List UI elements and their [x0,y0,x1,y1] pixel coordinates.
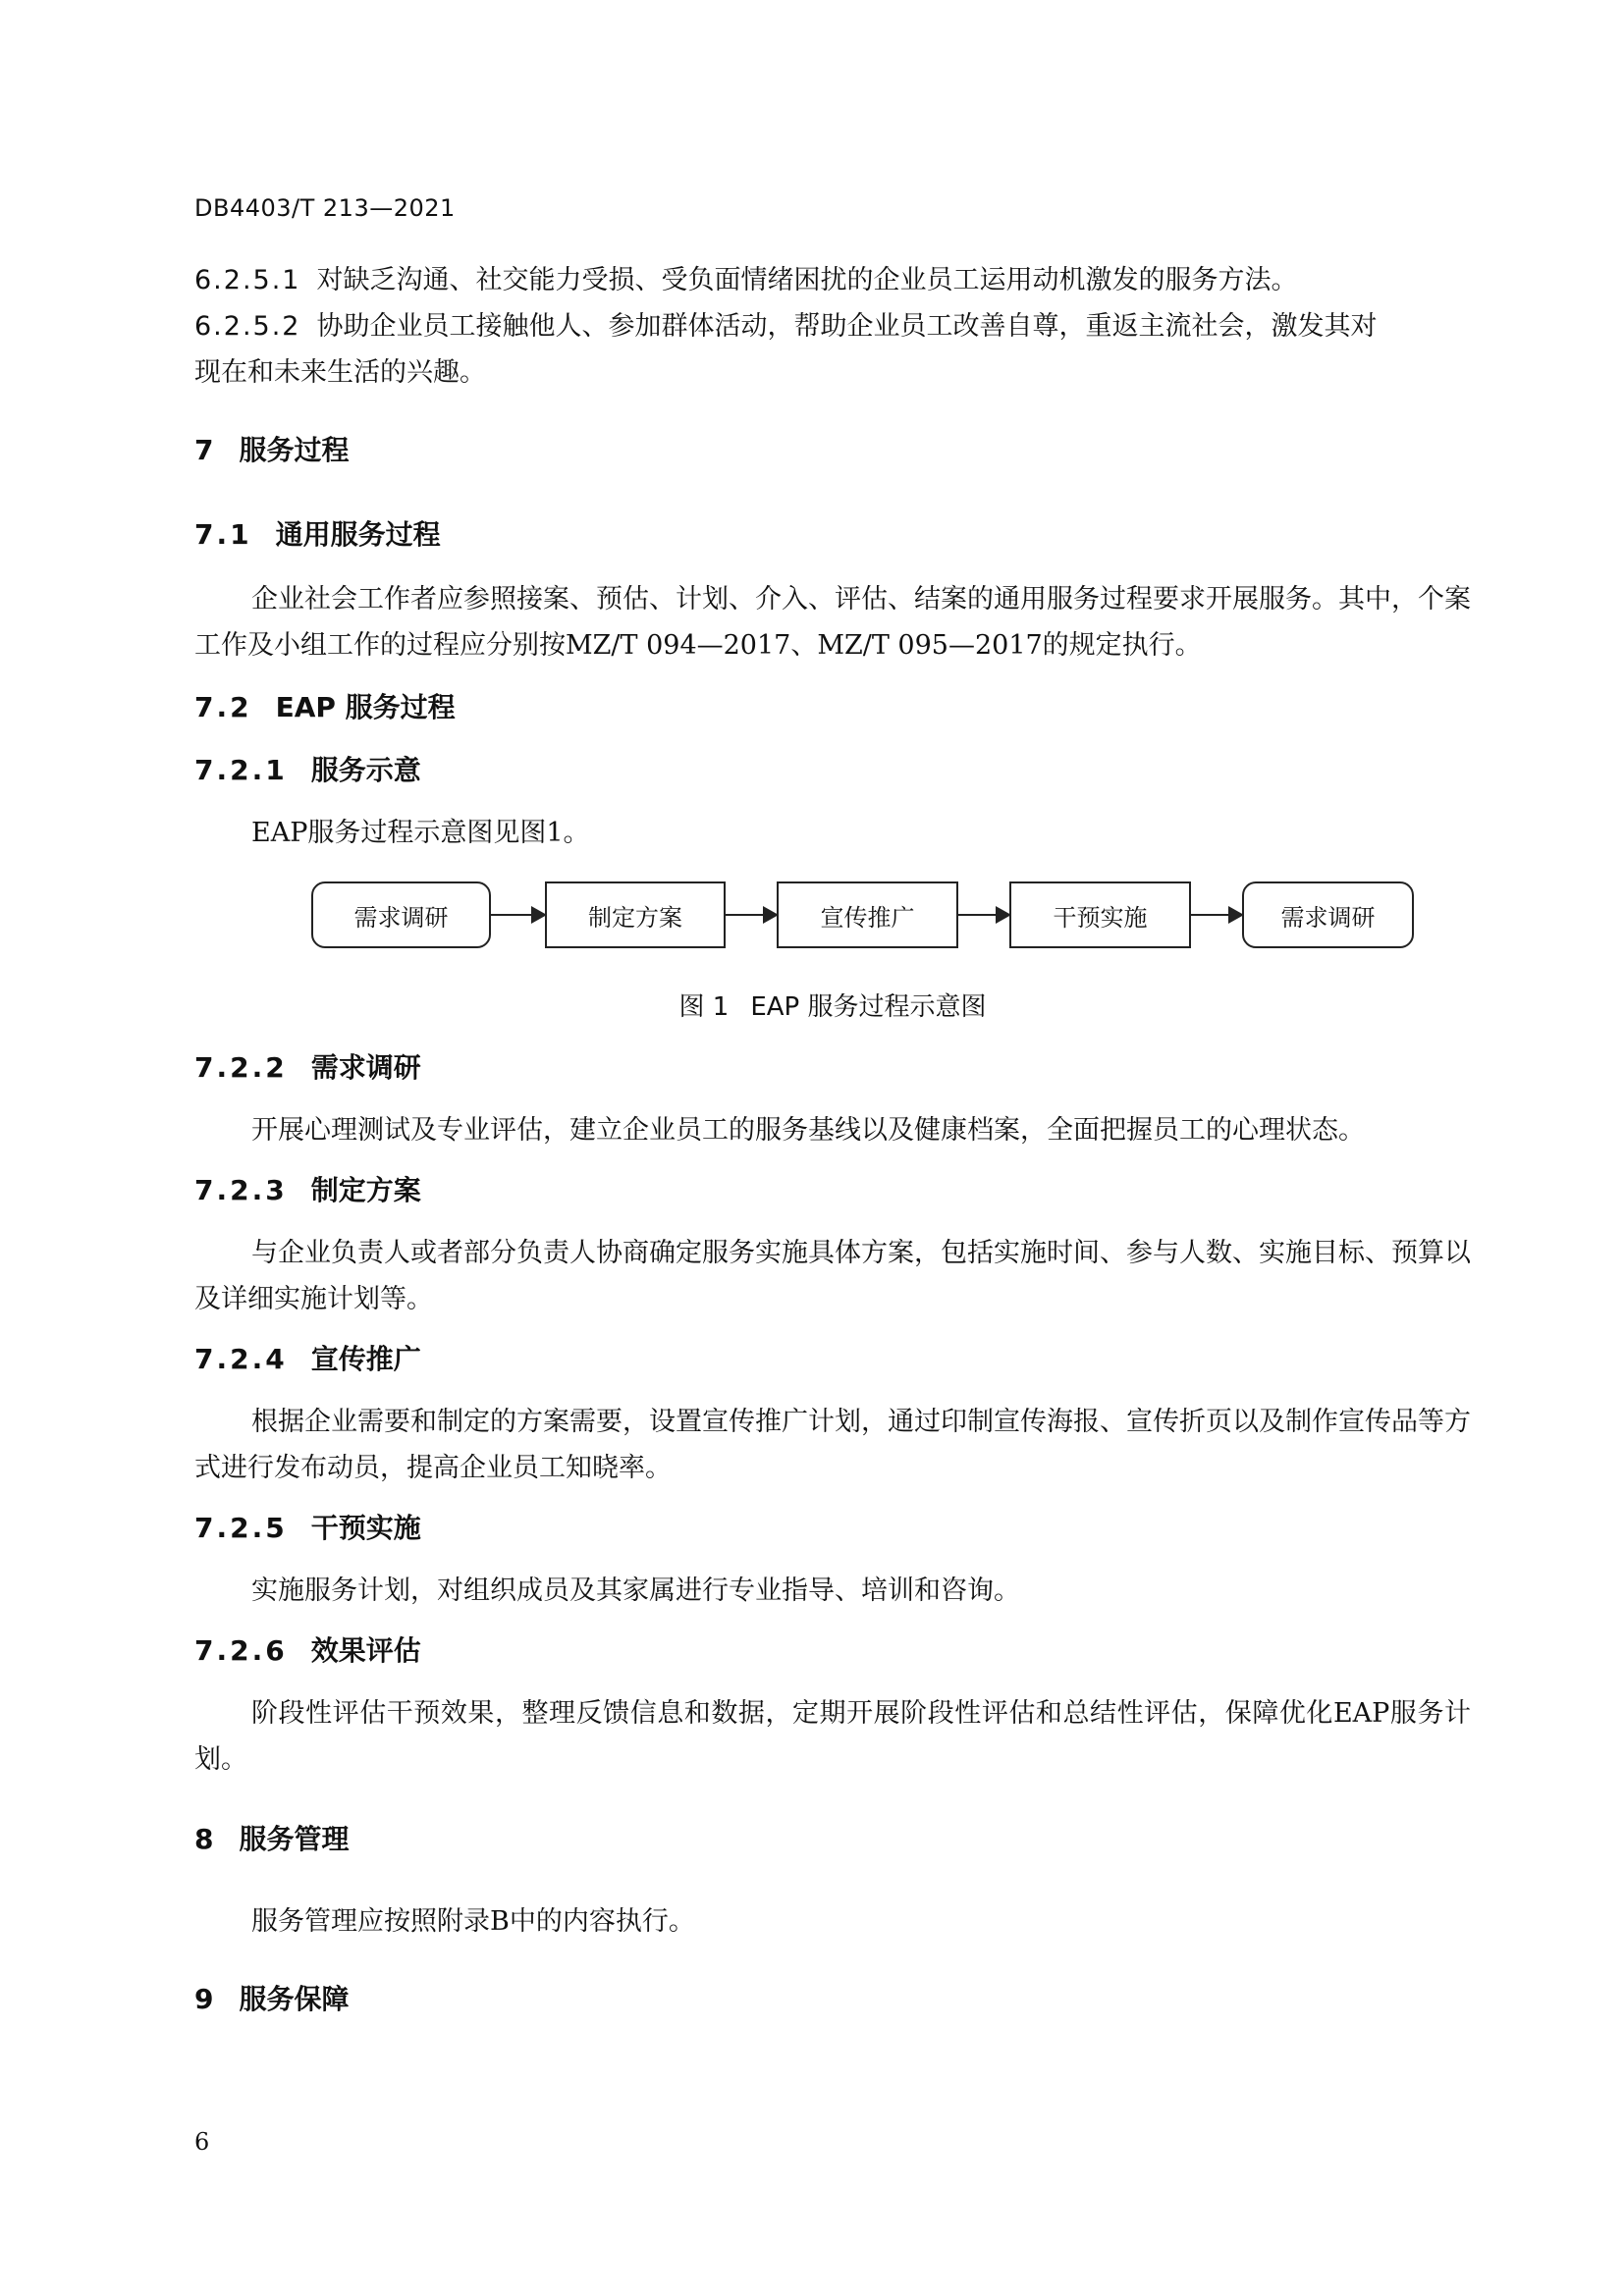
section-7-2-3-paragraph: 与企业负责人或者部分负责人协商确定服务实施具体方案，包括实施时间、参与人数、实施目标、预算以及详细实施计划等。 [194,1238,1471,1314]
eap-process-figure [194,881,1471,1048]
section-title: 需求调研 [310,1051,421,1084]
section-7-2-2-heading [194,1048,1471,1088]
figure-caption [194,987,1471,1023]
section-7-2-heading [194,688,1471,727]
clause-text-continued: 现在和未来生活的兴趣。 [194,357,486,388]
section-8-paragraph: 服务管理应按照附录B中的内容执行。 [251,1906,695,1937]
section-number: 7.1 [194,518,252,551]
section-title: 效果评估 [310,1634,421,1667]
flow-step-needs-research: 需求调研 [311,881,491,948]
flow-step-intervention: 干预实施 [1009,881,1191,948]
section-number: 7.2.1 [194,754,288,786]
section-title: EAP 服务过程 [275,691,456,723]
section-8-heading [194,1820,1471,1859]
clause-6-2-5-1 [194,257,1471,303]
clause-number: 6.2.5.1 [194,265,301,295]
section-title: 宣传推广 [310,1343,421,1375]
clause-text: 对缺乏沟通、社交能力受损、受负面情绪困扰的企业员工运用动机激发的服务方法。 [316,265,1298,295]
flow-step-needs-research-end: 需求调研 [1242,881,1414,948]
clause-6-2-5-2 [194,303,1471,349]
section-9-heading [194,1980,1471,2019]
section-7-2-6-heading [194,1631,1471,1671]
section-number: 7.2.2 [194,1051,288,1084]
section-7-1-paragraph: 企业社会工作者应参照接案、预估、计划、介入、评估、结案的通用服务过程要求开展服务。其中，个案工作及小组工作的过程应分别按MZ/T 094—2017、MZ/T 095—2017的规定执行。 [194,584,1471,661]
flow-arrow [491,914,545,916]
section-title: 通用服务过程 [275,518,441,551]
section-number: 7.2 [194,691,252,723]
section-number: 8 [194,1823,214,1855]
figure-number: 图 1 [678,992,730,1022]
section-7-2-5-heading [194,1509,1471,1548]
flow-arrow [726,914,777,916]
section-title: 服务管理 [239,1823,350,1855]
section-number: 7.2.3 [194,1174,288,1206]
section-7-2-6-paragraph: 阶段性评估干预效果，整理反馈信息和数据，定期开展阶段性评估和总结性评估，保障优化EAP服务计划。 [194,1698,1471,1775]
section-7-2-2-paragraph: 开展心理测试及专业评估，建立企业员工的服务基线以及健康档案，全面把握员工的心理状态。 [251,1115,1365,1146]
figure-title: EAP 服务过程示意图 [750,992,987,1022]
standard-code-header: DB4403/T 213—2021 [194,194,456,222]
clause-text: 协助企业员工接触他人、参加群体活动，帮助企业员工改善自尊，重返主流社会，激发其对 [316,311,1378,342]
document-body [194,257,1471,2019]
section-number: 7.2.5 [194,1512,288,1544]
clause-6-2-5-2-continued [194,349,1471,396]
section-number: 9 [194,1983,214,2015]
section-title: 服务保障 [239,1983,350,2015]
section-7-1-heading [194,515,1471,555]
section-title: 服务过程 [239,434,350,466]
page-number: 6 [194,2128,210,2156]
section-7-2-1-paragraph: EAP服务过程示意图见图1。 [251,818,590,848]
section-number: 7.2.4 [194,1343,288,1375]
clause-number: 6.2.5.2 [194,311,301,342]
section-title: 制定方案 [310,1174,421,1206]
section-7-2-1-heading [194,751,1471,790]
flow-arrow [1191,914,1242,916]
flow-arrow [958,914,1009,916]
section-title: 干预实施 [310,1512,421,1544]
section-number: 7.2.6 [194,1634,288,1667]
section-7-2-4-paragraph: 根据企业需要和制定的方案需要，设置宣传推广计划，通过印制宣传海报、宣传折页以及制作宣传品等方式进行发布动员，提高企业员工知晓率。 [194,1407,1471,1483]
section-title: 服务示意 [310,754,421,786]
section-number: 7 [194,434,214,466]
flow-step-promotion: 宣传推广 [777,881,958,948]
section-7-2-3-heading [194,1171,1471,1210]
flow-step-make-plan: 制定方案 [545,881,726,948]
section-7-2-4-heading [194,1340,1471,1379]
section-7-heading [194,431,1471,470]
section-7-2-5-paragraph: 实施服务计划，对组织成员及其家属进行专业指导、培训和咨询。 [251,1575,1020,1606]
